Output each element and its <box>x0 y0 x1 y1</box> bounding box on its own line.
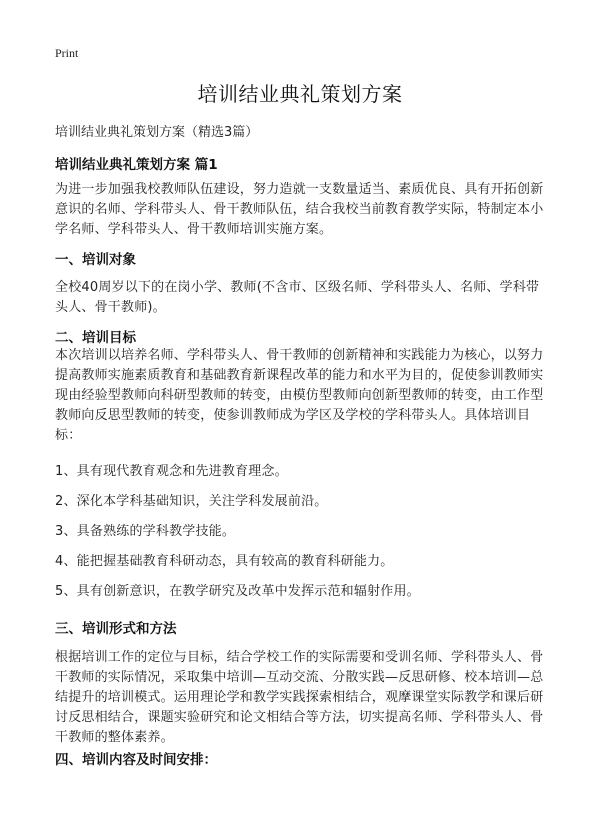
print-label: Print <box>55 46 79 60</box>
section-heading-schedule: 四、培训内容及时间安排： <box>55 752 217 768</box>
goal-list-item: 4、能把握基础教育科研动态，具有较高的教育科研能力。 <box>55 554 394 569</box>
section-body-targets: 全校40周岁以下的在岗小学、教师(不含市、区级名师、学科带头人、名师、学科带头人、骨干教师)。 <box>55 280 540 315</box>
section-heading-methods: 三、培训形式和方法 <box>55 621 177 637</box>
section-heading-targets: 一、培训对象 <box>55 252 136 268</box>
section-body-methods: 根据培训工作的定位与目标，结合学校工作的实际需要和受训名师、学科带头人、骨干教师的实际情况，采取集中培训—互动交流、分散实践—反思研修、校本培训—总结提升的培训模式。运用理论学和教学实践探索相结合，观摩课堂实际教学和课后研讨反思相结合，课题实验研究和论文相结合等方法，切实提高名师、学科带头人、骨干教师的整体素养。 <box>55 650 544 745</box>
goal-list-item: 5、具有创新意识，在教学研究及改革中发挥示范和辐射作用。 <box>55 584 420 599</box>
document-subtitle: 培训结业典礼策划方案（精选3篇） <box>55 125 259 140</box>
section-heading-goals: 二、培训目标 <box>55 330 136 346</box>
goal-list-item: 1、具有现代教育观念和先进教育理念。 <box>55 464 288 479</box>
goal-list-item: 3、具备熟练的学科教学技能。 <box>55 524 236 539</box>
part-heading: 培训结业典礼策划方案 篇1 <box>55 157 218 173</box>
document-title: 培训结业典礼策划方案 <box>197 82 403 106</box>
section-body-goals: 本次培训以培养名师、学科带头人、骨干教师的创新精神和实践能力为核心，以努力提高教师实施素质教育和基础教育新课程改革的能力和水平为目的，促使参训教师实现由经验型教师向科研型教师的转变，由模仿型教师向创新型教师的转变，由工作型教师向反思型教师的转变，使参训教师成为学区及学校的学科带头人。具体培训目标： <box>55 348 544 443</box>
intro-paragraph: 为进一步加强我校教师队伍建设，努力造就一支数量适当、素质优良、具有开拓创新意识的名师、学科带头人、骨干教师队伍，结合我校当前教育教学实际，特制定本小学名师、学科带头人、骨干教师培训实施方案。 <box>55 182 544 237</box>
goal-list-item: 2、深化本学科基础知识，关注学科发展前沿。 <box>55 494 328 509</box>
